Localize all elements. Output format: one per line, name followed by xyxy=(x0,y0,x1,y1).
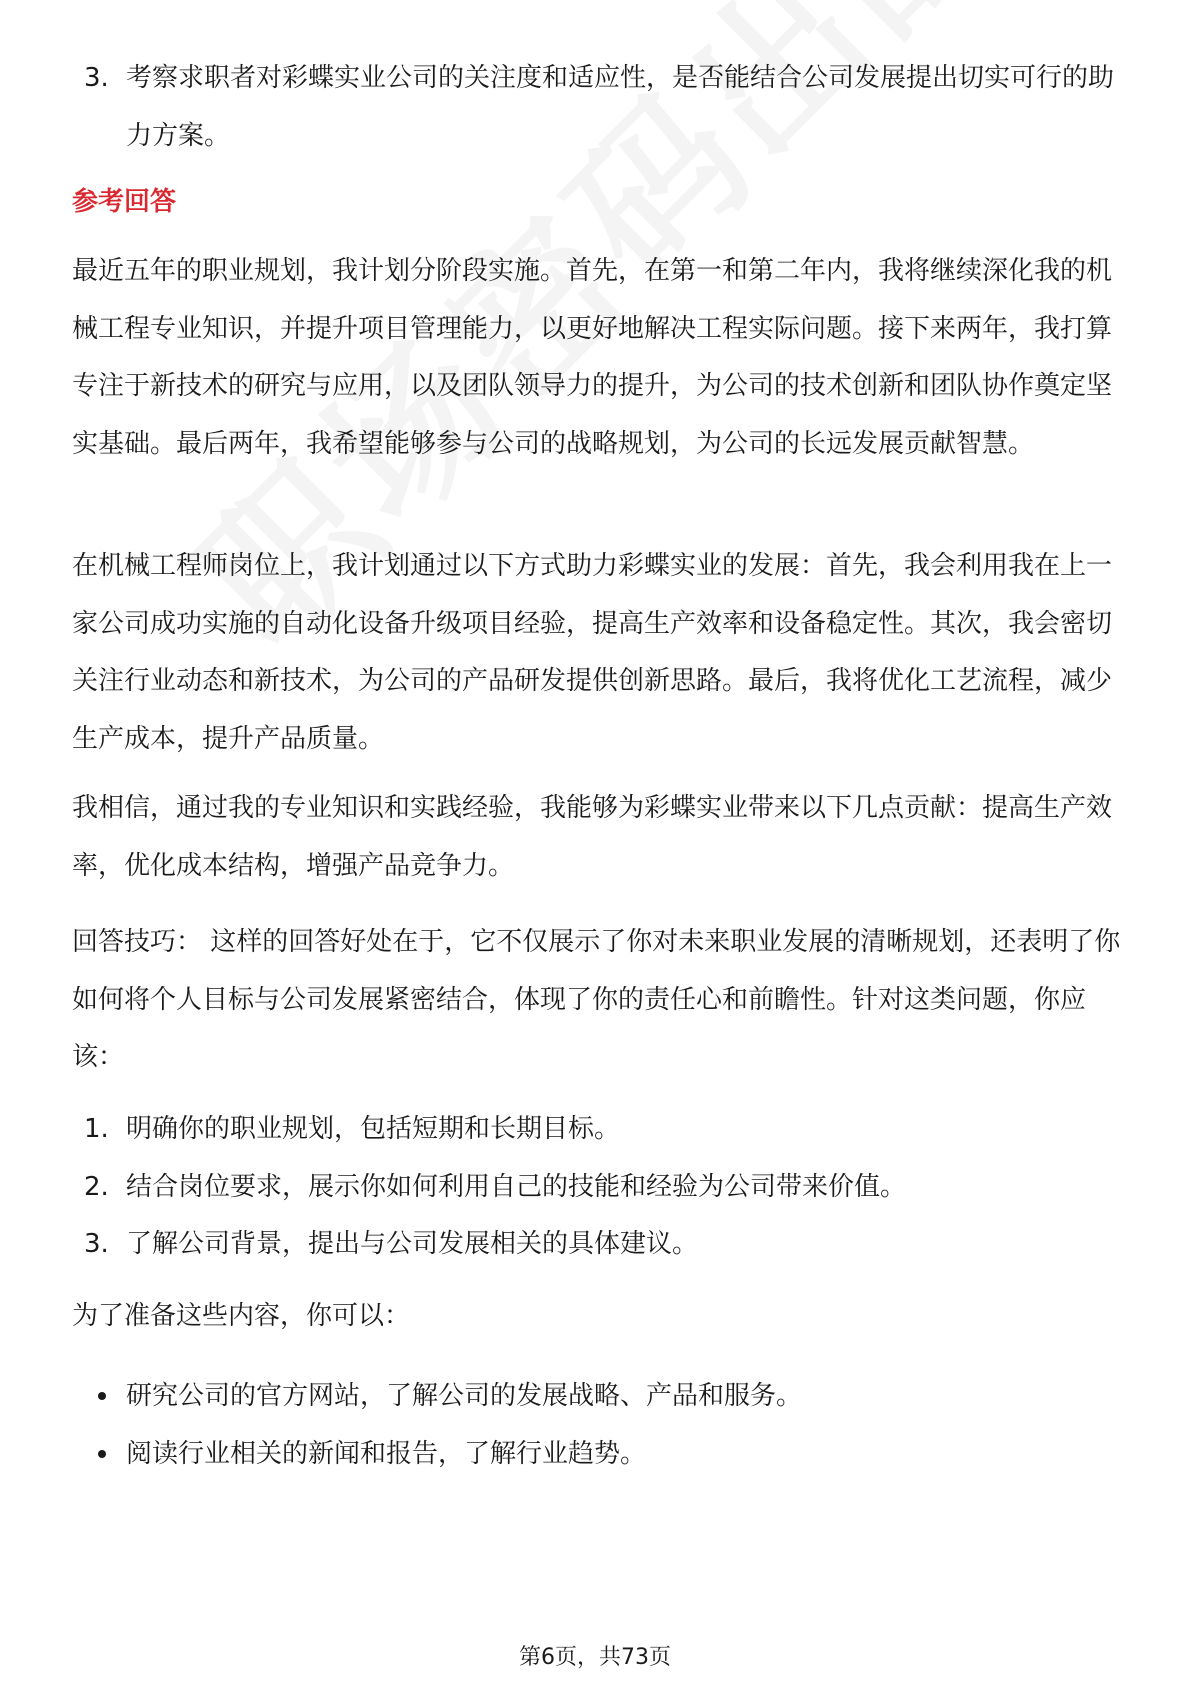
list-text: 考察求职者对彩蝶实业公司的关注度和适应性，是否能结合公司发展提出切实可行的助力方案。 xyxy=(126,63,1115,151)
list-item xyxy=(72,1426,1132,1484)
list-text: 明确你的职业规划，包括短期和长期目标。 xyxy=(126,1114,621,1144)
prepare-bullet-list xyxy=(72,1368,1132,1483)
answer-paragraph-2: 在机械工程师岗位上，我计划通过以下方式助力彩蝶实业的发展：首先，我会利用我在上一家公司成功实施的自动化设备升级项目经验，提高生产效率和设备稳定性。其次，我会密切关注行业动态和新技术，为公司的产品研发提供创新思路。最后，我将优化工艺流程，减少生产成本，提升产品质量。 xyxy=(72,551,1113,754)
list-item xyxy=(72,1101,1132,1159)
list-item xyxy=(72,1368,1132,1426)
list-number: 3. xyxy=(84,1229,109,1260)
list-item xyxy=(72,1159,1132,1217)
section-title: 参考回答 xyxy=(72,187,177,217)
bullet-icon xyxy=(98,1450,106,1458)
list-text: 了解公司背景，提出与公司发展相关的具体建议。 xyxy=(126,1229,699,1260)
list-item xyxy=(72,50,1132,165)
list-item xyxy=(72,1216,1132,1274)
prepare-intro: 为了准备这些内容，你可以： xyxy=(72,1301,411,1331)
tips-numbered-list xyxy=(72,1101,1132,1274)
answer-paragraph-3: 我相信，通过我的专业知识和实践经验，我能够为彩蝶实业带来以下几点贡献：提高生产效率，优化成本结构，增强产品竞争力。 xyxy=(72,793,1113,881)
answer-paragraph-1: 最近五年的职业规划，我计划分阶段实施。首先，在第一和第二年内，我将继续深化我的机械工程专业知识，并提升项目管理能力，以更好地解决工程实际问题。接下来两年，我打算专注于新技术的研究与应用，以及团队领导力的提升，为公司的技术创新和团队协作奠定坚实基础。最后两年，我希望能够参与公司的战略规划，为公司的长远发展贡献智慧。 xyxy=(72,256,1113,459)
list-text: 结合岗位要求，展示你如何利用自己的技能和经验为公司带来价值。 xyxy=(126,1171,907,1202)
top-numbered-list xyxy=(72,50,1132,165)
list-text: 阅读行业相关的新闻和报告，了解行业趋势。 xyxy=(126,1438,647,1469)
list-number: 2. xyxy=(84,1171,109,1202)
list-text: 研究公司的官方网站，了解公司的发展战略、产品和服务。 xyxy=(126,1381,803,1411)
page-footer: 第6页，共73页 xyxy=(519,1645,671,1670)
list-number: 1. xyxy=(84,1114,109,1144)
tips-paragraph: 回答技巧： 这样的回答好处在于，它不仅展示了你对未来职业发展的清晰规划，还表明了你如何将个人目标与公司发展紧密结合，体现了你的责任心和前瞻性。针对这类问题，你应该： xyxy=(72,927,1121,1073)
bullet-icon xyxy=(98,1392,106,1400)
list-number: 3. xyxy=(84,63,109,93)
